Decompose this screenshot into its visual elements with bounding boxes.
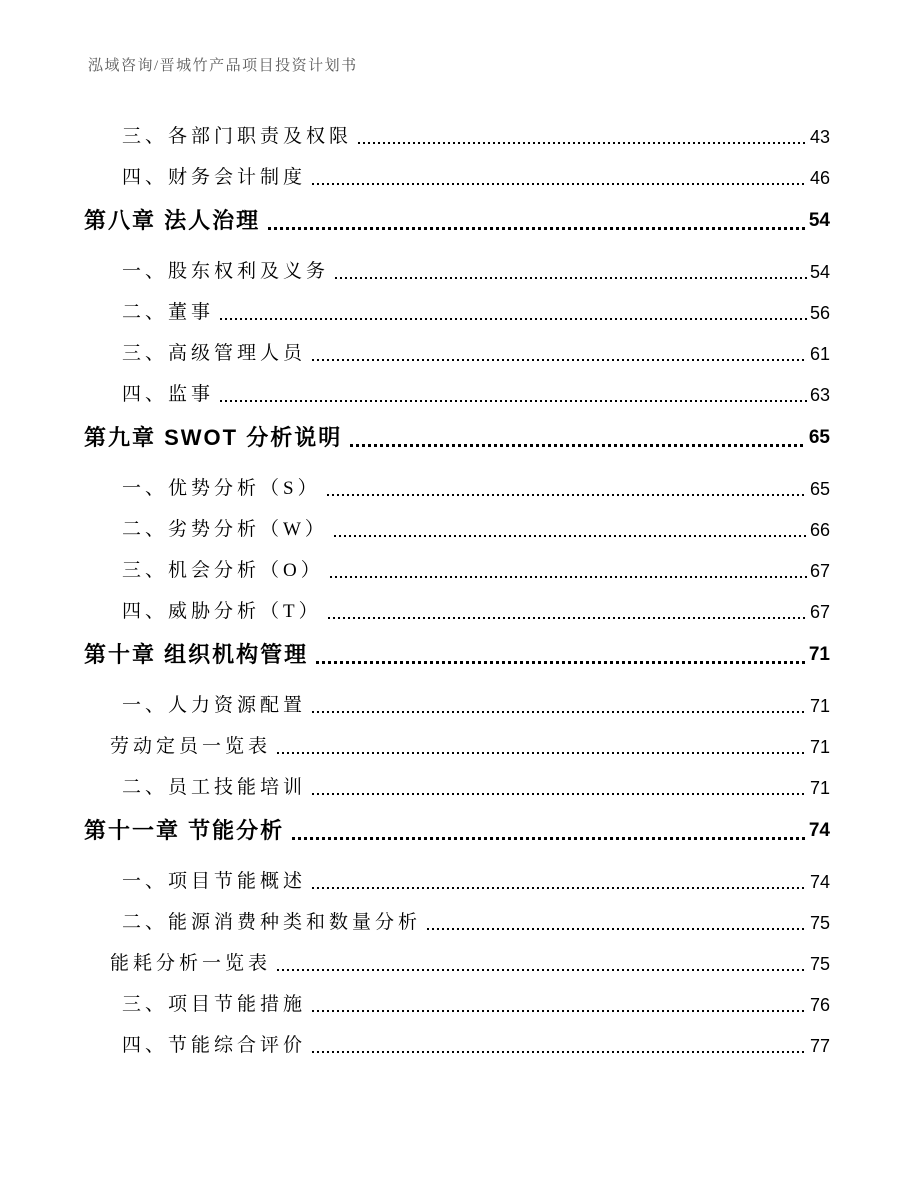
toc-entry-page: 74 bbox=[808, 820, 830, 841]
toc-entry-page: 65 bbox=[808, 427, 830, 448]
toc-entry-label: 三、各部门职责及权限 bbox=[122, 126, 353, 147]
toc-entry-page: 66 bbox=[809, 520, 830, 540]
toc-entry-page: 56 bbox=[809, 303, 830, 323]
toc-entry-label: 二、能源消费种类和数量分析 bbox=[122, 912, 422, 933]
toc-entry-page: 71 bbox=[809, 778, 830, 798]
toc-entry[interactable] bbox=[84, 517, 830, 543]
dot-leader bbox=[220, 400, 807, 402]
toc-entry[interactable] bbox=[84, 992, 830, 1018]
toc-entry[interactable] bbox=[84, 816, 830, 846]
dot-leader bbox=[312, 1051, 807, 1053]
toc-entry-label: 四、节能综合评价 bbox=[122, 1035, 307, 1056]
toc-entry[interactable] bbox=[84, 1033, 830, 1059]
document-header-text: 泓域咨询/晋城竹产品项目投资计划书 bbox=[88, 58, 358, 74]
dot-leader bbox=[312, 183, 807, 185]
toc-entry-label: 四、威胁分析（T） bbox=[122, 601, 322, 622]
toc-entry-page: 63 bbox=[809, 385, 830, 405]
toc-entry-page: 67 bbox=[809, 561, 830, 581]
toc-entry-page: 54 bbox=[809, 262, 830, 282]
toc-entry-page: 61 bbox=[809, 344, 830, 364]
toc-entry-label: 第十一章 节能分析 bbox=[84, 818, 285, 843]
toc-entry[interactable] bbox=[84, 869, 830, 895]
toc-entry-label: 一、项目节能概述 bbox=[122, 871, 307, 892]
dot-leader bbox=[312, 1010, 807, 1012]
dot-leader bbox=[316, 661, 806, 664]
toc-entry-label: 二、董事 bbox=[122, 302, 215, 323]
toc-list bbox=[84, 124, 830, 1074]
toc-entry-label: 四、财务会计制度 bbox=[122, 167, 307, 188]
toc-entry-page: 75 bbox=[809, 954, 830, 974]
dot-leader bbox=[350, 444, 806, 447]
toc-entry[interactable] bbox=[84, 640, 830, 670]
toc-entry[interactable] bbox=[84, 382, 830, 408]
toc-entry-label: 第十章 组织机构管理 bbox=[84, 642, 309, 667]
toc-entry-label: 劳动定员一览表 bbox=[110, 736, 272, 757]
toc-entry-label: 三、机会分析（O） bbox=[122, 560, 324, 581]
toc-entry-label: 第八章 法人治理 bbox=[84, 208, 261, 233]
toc-entry-label: 一、优势分析（S） bbox=[122, 478, 321, 499]
dot-leader bbox=[220, 318, 807, 320]
toc-entry-page: 77 bbox=[809, 1036, 830, 1056]
toc-entry-label: 三、高级管理人员 bbox=[122, 343, 307, 364]
toc-entry[interactable] bbox=[84, 423, 830, 453]
dot-leader bbox=[328, 617, 807, 619]
toc-entry[interactable] bbox=[84, 599, 830, 625]
toc-entry-page: 65 bbox=[809, 479, 830, 499]
toc-entry[interactable] bbox=[84, 951, 830, 977]
toc-entry-label: 第九章 SWOT 分析说明 bbox=[84, 425, 343, 450]
toc-entry-label: 能耗分析一览表 bbox=[110, 953, 272, 974]
toc-entry[interactable] bbox=[84, 124, 830, 150]
dot-leader bbox=[334, 535, 807, 537]
toc-entry[interactable] bbox=[84, 775, 830, 801]
toc-entry-page: 71 bbox=[809, 696, 830, 716]
dot-leader bbox=[427, 928, 807, 930]
toc-entry-page: 67 bbox=[809, 602, 830, 622]
toc-entry-page: 71 bbox=[809, 737, 830, 757]
toc-entry-page: 71 bbox=[808, 644, 830, 665]
toc-entry[interactable] bbox=[84, 165, 830, 191]
toc-entry[interactable] bbox=[84, 259, 830, 285]
toc-entry-page: 76 bbox=[809, 995, 830, 1015]
toc-entry-label: 一、股东权利及义务 bbox=[122, 261, 330, 282]
dot-leader bbox=[277, 969, 807, 971]
toc-entry-label: 二、员工技能培训 bbox=[122, 777, 307, 798]
toc-entry-page: 46 bbox=[809, 168, 830, 188]
dot-leader bbox=[292, 837, 806, 840]
toc-entry[interactable] bbox=[84, 734, 830, 760]
toc-entry-page: 74 bbox=[809, 872, 830, 892]
dot-leader bbox=[277, 752, 807, 754]
dot-leader bbox=[335, 277, 807, 279]
toc-entry[interactable] bbox=[84, 206, 830, 236]
toc-entry-page: 54 bbox=[808, 210, 830, 231]
dot-leader bbox=[268, 227, 806, 230]
dot-leader bbox=[312, 887, 807, 889]
toc-entry[interactable] bbox=[84, 300, 830, 326]
toc-entry-label: 二、劣势分析（W） bbox=[122, 519, 328, 540]
toc-entry[interactable] bbox=[84, 341, 830, 367]
toc-entry[interactable] bbox=[84, 693, 830, 719]
toc-entry-label: 一、人力资源配置 bbox=[122, 695, 307, 716]
toc-entry-label: 四、监事 bbox=[122, 384, 215, 405]
toc-entry-page: 75 bbox=[809, 913, 830, 933]
document-header bbox=[88, 54, 358, 75]
dot-leader bbox=[312, 359, 807, 361]
toc-entry[interactable] bbox=[84, 476, 830, 502]
dot-leader bbox=[358, 142, 807, 144]
toc-entry-label: 三、项目节能措施 bbox=[122, 994, 307, 1015]
toc-entry[interactable] bbox=[84, 558, 830, 584]
dot-leader bbox=[312, 793, 807, 795]
dot-leader bbox=[330, 576, 807, 578]
toc-entry-page: 43 bbox=[809, 127, 830, 147]
dot-leader bbox=[312, 711, 807, 713]
toc-entry[interactable] bbox=[84, 910, 830, 936]
dot-leader bbox=[327, 494, 807, 496]
